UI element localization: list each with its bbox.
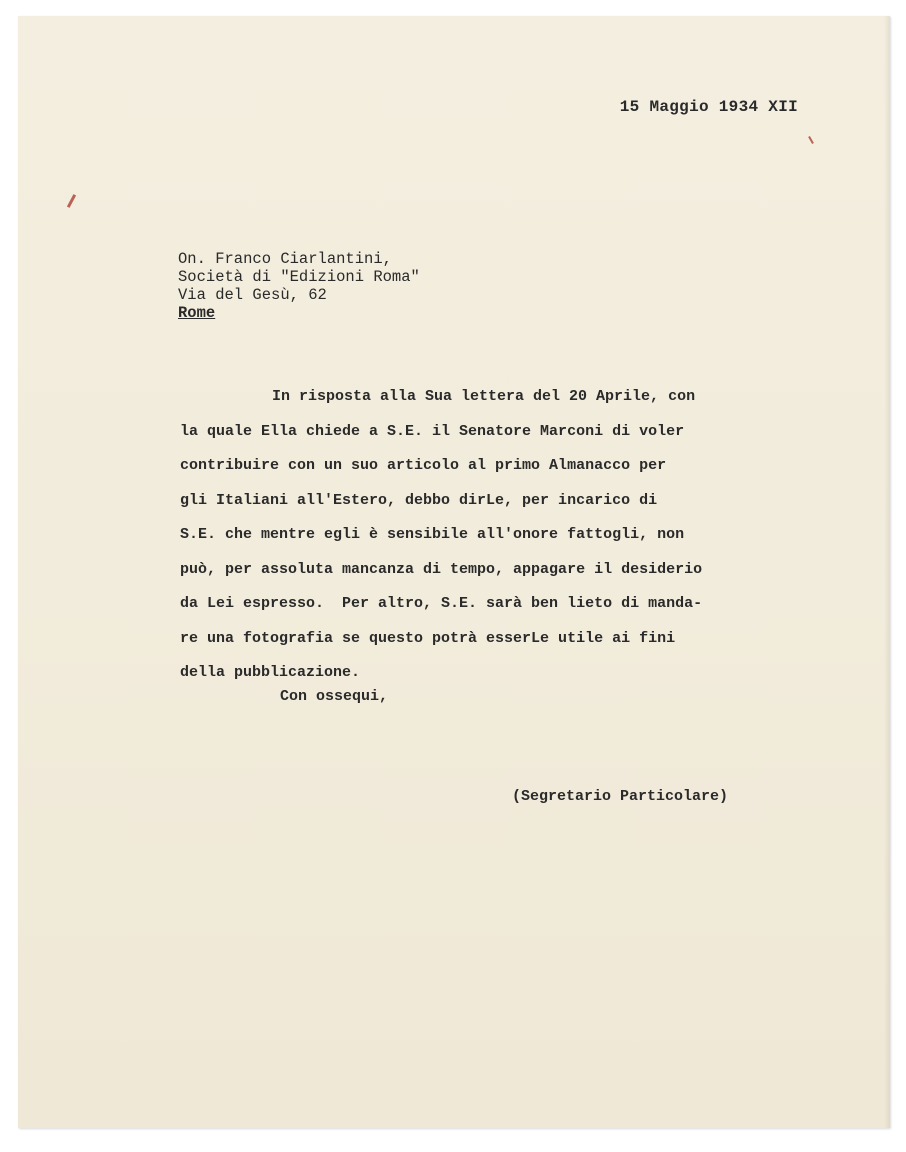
body-line: da Lei espresso. Per altro, S.E. sarà ben lieto di manda- xyxy=(180,595,703,612)
letter-date: 15 Maggio 1934 XII xyxy=(619,98,798,116)
body-line: della pubblicazione. xyxy=(180,664,361,681)
paper-edge-shadow xyxy=(884,16,890,1128)
letter-body xyxy=(180,380,780,691)
letter-closing: Con ossequi, xyxy=(280,688,389,705)
body-line: In risposta alla Sua lettera del 20 Aprile, con xyxy=(272,388,696,405)
body-line: gli Italiani all'Estero, debbo dirLe, per incarico di xyxy=(180,491,658,509)
body-line: può, per assoluta mancanza di tempo, appagare il desiderio xyxy=(180,560,703,578)
recipient-name: On. Franco Ciarlantini, xyxy=(178,250,392,268)
recipient-street: Via del Gesù, 62 xyxy=(178,286,327,304)
ink-mark-left xyxy=(67,194,76,208)
recipient-company: Società di "Edizioni Roma" xyxy=(178,268,420,286)
recipient-address xyxy=(178,250,420,322)
body-line: re una fotografia se questo potrà esserLe utile ai fini xyxy=(180,629,676,647)
body-line: la quale Ella chiede a S.E. il Senatore Marconi di voler xyxy=(180,422,685,440)
letter-page xyxy=(18,16,890,1128)
ink-mark-right xyxy=(808,136,814,144)
letter-signature: (Segretario Particolare) xyxy=(512,788,729,805)
body-line: contribuire con un suo articolo al primo Almanacco per xyxy=(180,457,667,474)
recipient-city: Rome xyxy=(178,304,216,322)
body-line: S.E. che mentre egli è sensibile all'onore fattogli, non xyxy=(180,526,685,543)
